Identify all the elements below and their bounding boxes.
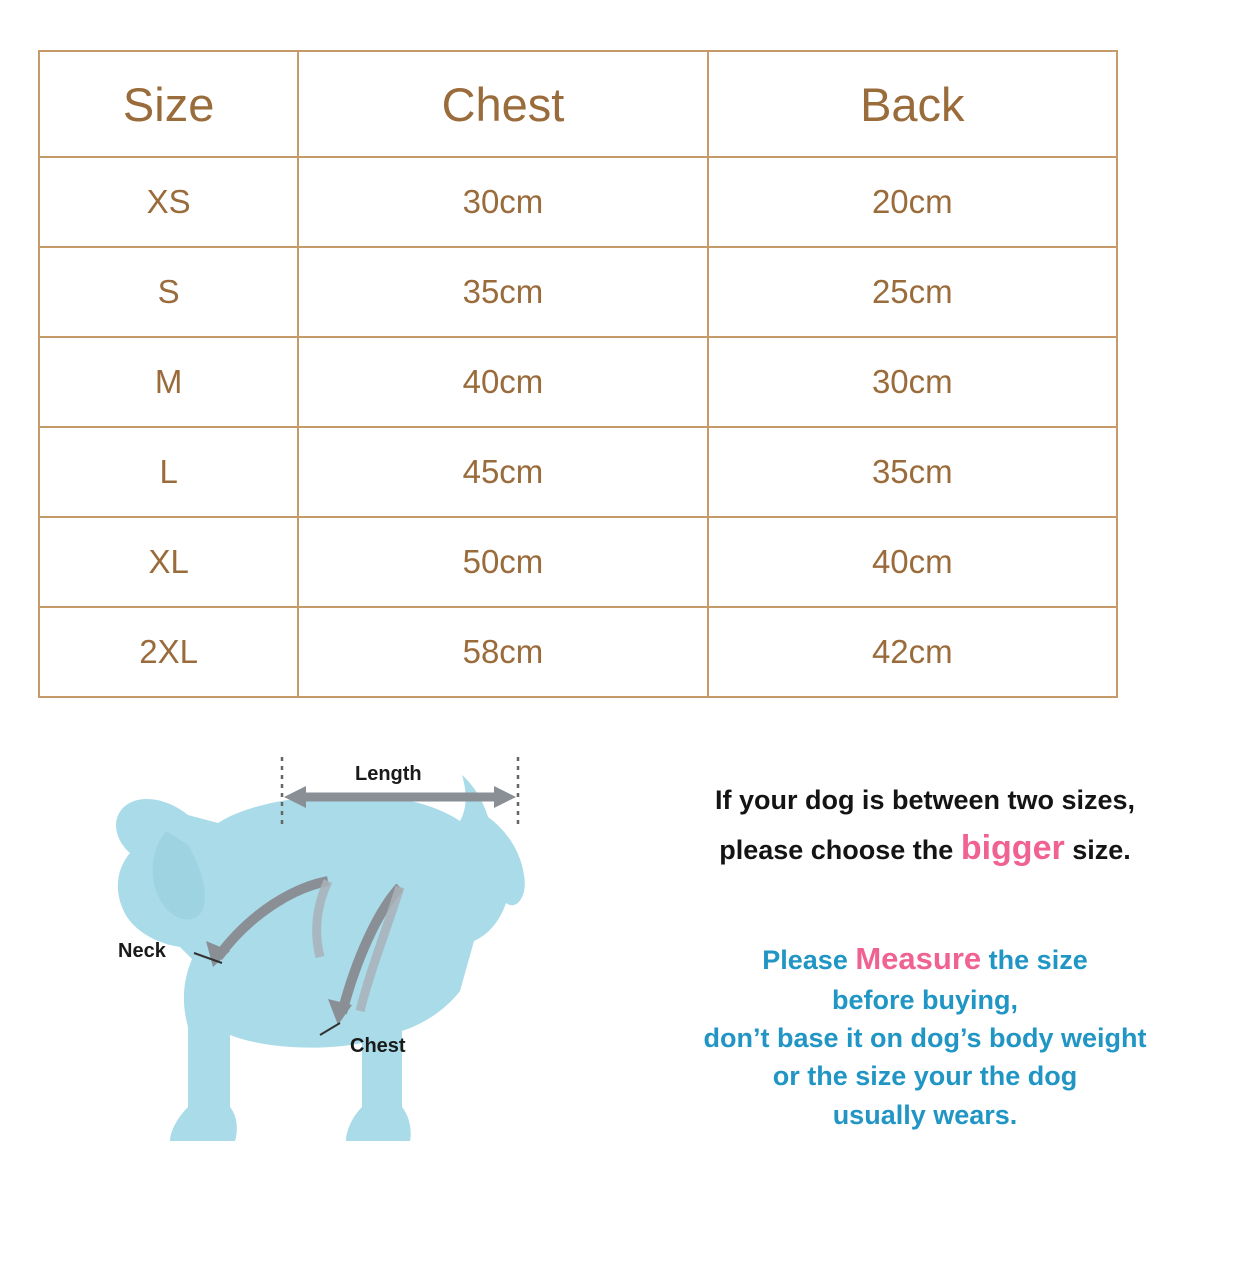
notes-block [625, 780, 1225, 1134]
measurement-diagram [70, 735, 640, 1195]
note-measure-line-4: or the size your the dog [772, 1061, 1078, 1092]
note-please-text: Please [762, 944, 848, 975]
chest-label: Chest [350, 1035, 406, 1057]
dog-body-shape [116, 775, 525, 1141]
table-row [39, 517, 1117, 607]
neck-label: Neck [118, 940, 166, 962]
cell-chest: 30cm [298, 157, 707, 247]
table-row [39, 427, 1117, 517]
note-measure-line-5: usually wears. [832, 1099, 1018, 1130]
cell-chest: 58cm [298, 607, 707, 697]
table-body [39, 157, 1117, 697]
cell-chest: 35cm [298, 247, 707, 337]
cell-chest: 45cm [298, 427, 707, 517]
note-measure-emphasis: Measure [855, 940, 982, 976]
cell-back: 30cm [708, 337, 1117, 427]
cell-size: M [39, 337, 298, 427]
cell-back: 40cm [708, 517, 1117, 607]
note-size-text: size. [1072, 834, 1131, 865]
note-measure-first [625, 937, 1225, 1134]
note-thesize-text: the size [988, 944, 1088, 975]
cell-back: 20cm [708, 157, 1117, 247]
cell-size: S [39, 247, 298, 337]
cell-size: XS [39, 157, 298, 247]
table-header-row [39, 51, 1117, 157]
length-label: Length [355, 763, 422, 785]
note-between-sizes [625, 780, 1225, 875]
note-measure-line-2: before buying, [831, 984, 1018, 1015]
table-row [39, 247, 1117, 337]
note-measure-line-1 [625, 937, 1225, 981]
cell-chest: 40cm [298, 337, 707, 427]
note-bigger-emphasis: bigger [960, 828, 1065, 867]
note-line-1: If your dog is between two sizes, [714, 785, 1136, 815]
cell-size: L [39, 427, 298, 517]
dog-silhouette-icon [70, 735, 640, 1195]
column-header-chest: Chest [298, 51, 707, 157]
cell-size: XL [39, 517, 298, 607]
column-header-size: Size [39, 51, 298, 157]
column-header-back: Back [708, 51, 1117, 157]
table-row [39, 337, 1117, 427]
table-row [39, 157, 1117, 247]
note-choose-text: please choose the [719, 834, 954, 865]
size-chart-table-container [38, 50, 1118, 698]
cell-back: 25cm [708, 247, 1117, 337]
cell-size: 2XL [39, 607, 298, 697]
cell-back: 42cm [708, 607, 1117, 697]
cell-chest: 50cm [298, 517, 707, 607]
note-line-2 [625, 822, 1225, 875]
cell-back: 35cm [708, 427, 1117, 517]
table-header [39, 51, 1117, 157]
size-chart-table [38, 50, 1118, 698]
table-row [39, 607, 1117, 697]
note-measure-line-3: don’t base it on dog’s body weight [703, 1022, 1147, 1053]
